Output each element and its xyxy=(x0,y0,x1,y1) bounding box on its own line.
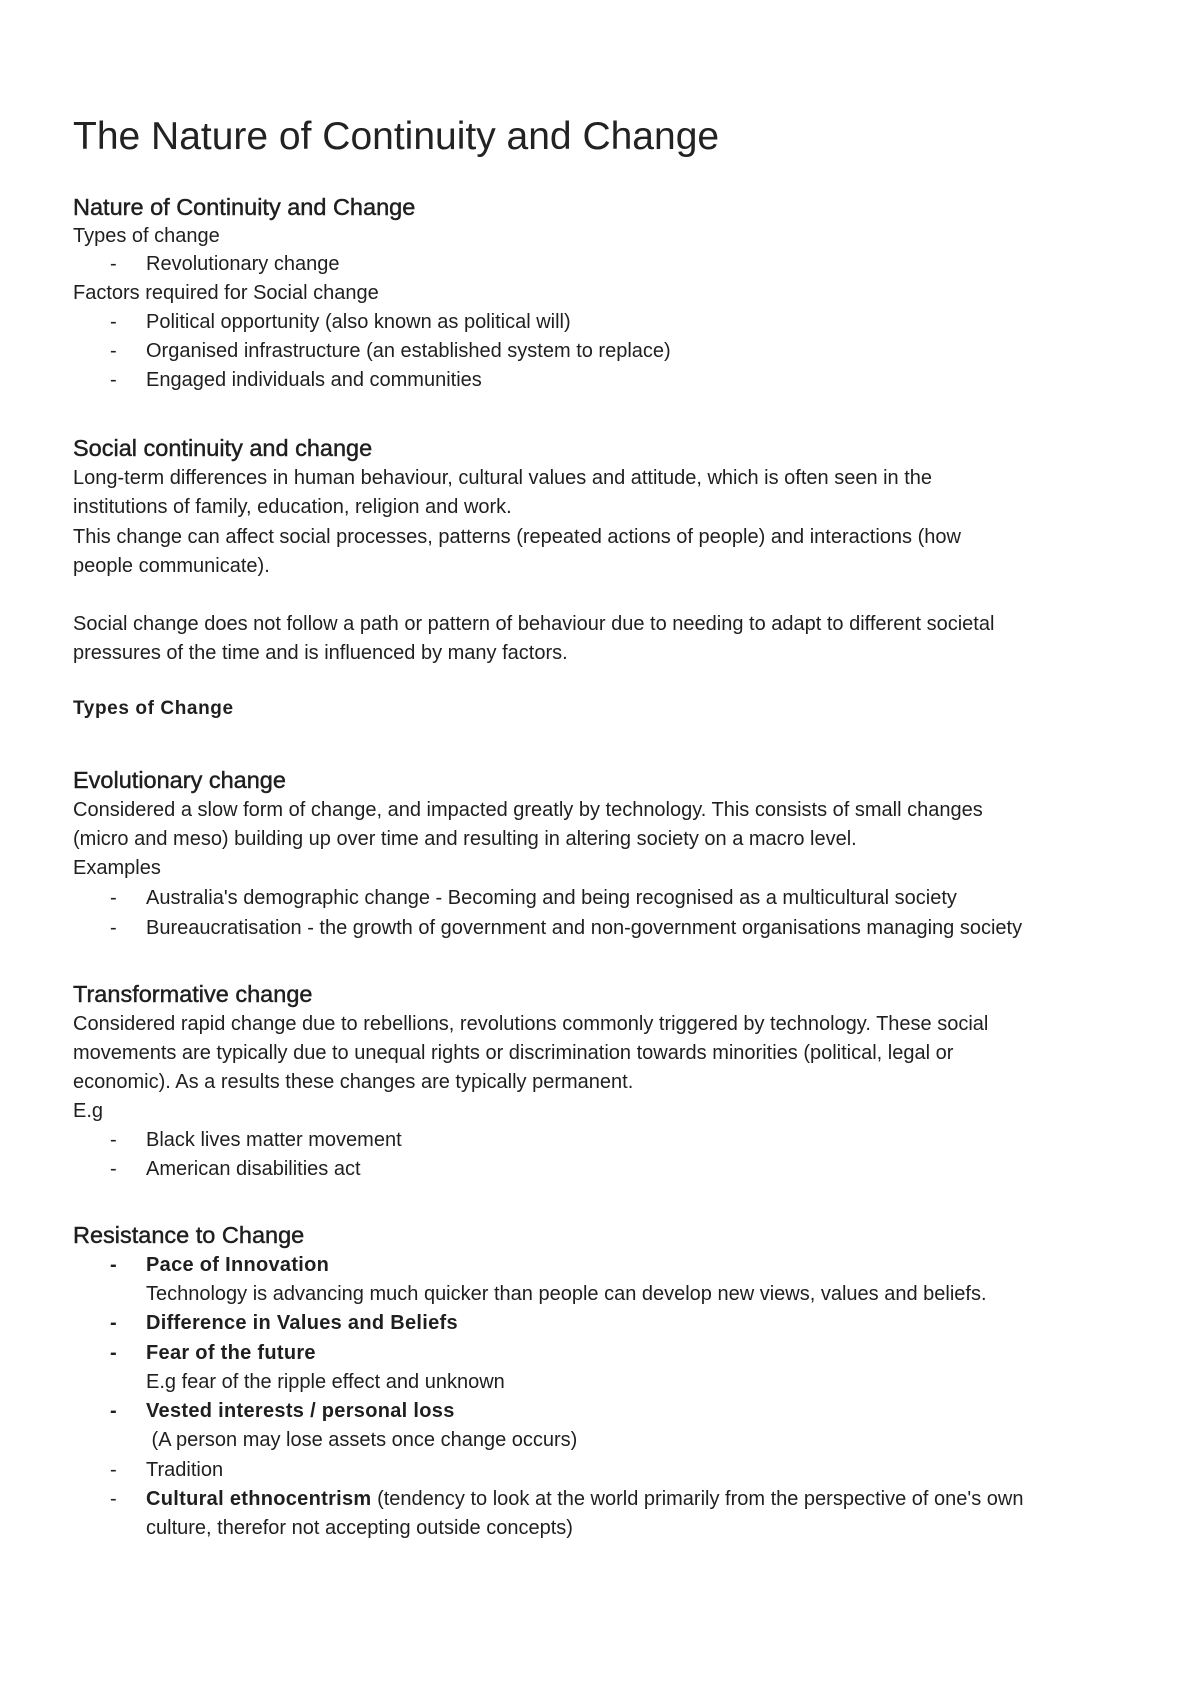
paragraph-line: people communicate). xyxy=(73,555,270,577)
paragraph-line: pressures of the time and is influenced by many factors. xyxy=(73,642,568,664)
section-heading-transformative: Transformative change xyxy=(73,981,313,1007)
document-title: The Nature of Continuity and Change xyxy=(73,115,720,158)
bullet-dash: - xyxy=(110,311,117,333)
list-item-description: Technology is advancing much quicker than people can develop new views, values and beliefs. xyxy=(146,1283,987,1305)
factors-label: Factors required for Social change xyxy=(73,282,379,304)
paragraph-line: Considered rapid change due to rebellions, revolutions commonly triggered by technology. These social xyxy=(73,1013,989,1035)
bullet-dash: - xyxy=(110,917,117,939)
bullet-dash: - xyxy=(110,1488,117,1510)
list-item-title: Fear of the future xyxy=(146,1342,316,1364)
paragraph-line: economic). As a results these changes are typically permanent. xyxy=(73,1071,634,1093)
section-heading-resistance: Resistance to Change xyxy=(73,1222,305,1248)
paragraph-line: Considered a slow form of change, and impacted greatly by technology. This consists of small changes xyxy=(73,799,983,821)
paragraph-line: Long-term differences in human behaviour, cultural values and attitude, which is often seen in the xyxy=(73,467,933,489)
paragraph-line: This change can affect social processes, patterns (repeated actions of people) and interactions (how xyxy=(73,526,961,548)
list-item-description: E.g fear of the ripple effect and unknown xyxy=(146,1371,505,1393)
bullet-dash: - xyxy=(110,369,117,391)
paragraph-line: movements are typically due to unequal rights or discrimination towards minorities (political, legal or xyxy=(73,1042,954,1064)
list-item-text: Political opportunity (also known as political will) xyxy=(146,311,571,333)
bullet-dash: - xyxy=(110,1158,117,1180)
list-item-description: (tendency to look at the world primarily from the perspective of one's own xyxy=(371,1488,1024,1510)
bullet-dash: - xyxy=(110,1254,117,1276)
bullet-dash: - xyxy=(110,1459,117,1481)
paragraph-line: institutions of family, education, religion and work. xyxy=(73,496,512,518)
list-item-title: Difference in Values and Beliefs xyxy=(146,1312,458,1334)
list-item-text: Black lives matter movement xyxy=(146,1129,402,1151)
list-item-title: Cultural ethnocentrism xyxy=(146,1488,372,1510)
list-item-text: Organised infrastructure (an established system to replace) xyxy=(146,340,671,362)
list-item-text: Bureaucratisation - the growth of government and non-government organisations managing society xyxy=(146,917,1023,939)
list-item-title: Pace of Innovation xyxy=(146,1254,330,1276)
list-item-text: Engaged individuals and communities xyxy=(146,369,482,391)
list-item-text: Australia's demographic change - Becoming and being recognised as a multicultural society xyxy=(146,887,957,909)
types-of-change-heading: Types of Change xyxy=(73,698,234,719)
bullet-dash: - xyxy=(110,1342,117,1364)
list-item-text: Tradition xyxy=(146,1459,224,1481)
list-item-title: Vested interests / personal loss xyxy=(146,1400,455,1422)
paragraph-line: Social change does not follow a path or pattern of behaviour due to needing to adapt to different societal xyxy=(73,613,995,635)
section-heading-nature: Nature of Continuity and Change xyxy=(73,194,416,220)
paragraph-line: (micro and meso) building up over time and resulting in altering society on a macro level. xyxy=(73,828,857,850)
eg-label: E.g xyxy=(73,1100,104,1122)
bullet-dash: - xyxy=(110,1129,117,1151)
bullet-dash: - xyxy=(110,1312,117,1334)
bullet-dash: - xyxy=(110,1400,117,1422)
list-item-description: culture, therefor not accepting outside concepts) xyxy=(146,1517,573,1539)
bullet-dash: - xyxy=(110,253,117,275)
list-item-description: (A person may lose assets once change occurs) xyxy=(146,1429,578,1451)
bullet-dash: - xyxy=(110,887,117,909)
types-of-change-label: Types of change xyxy=(73,225,220,247)
section-heading-social: Social continuity and change xyxy=(73,435,373,461)
list-item-text: Revolutionary change xyxy=(146,253,340,275)
section-heading-evolutionary: Evolutionary change xyxy=(73,767,286,793)
bullet-dash: - xyxy=(110,340,117,362)
list-item-text xyxy=(146,1485,1023,1515)
list-item-text: American disabilities act xyxy=(146,1158,361,1180)
examples-label: Examples xyxy=(73,857,161,879)
